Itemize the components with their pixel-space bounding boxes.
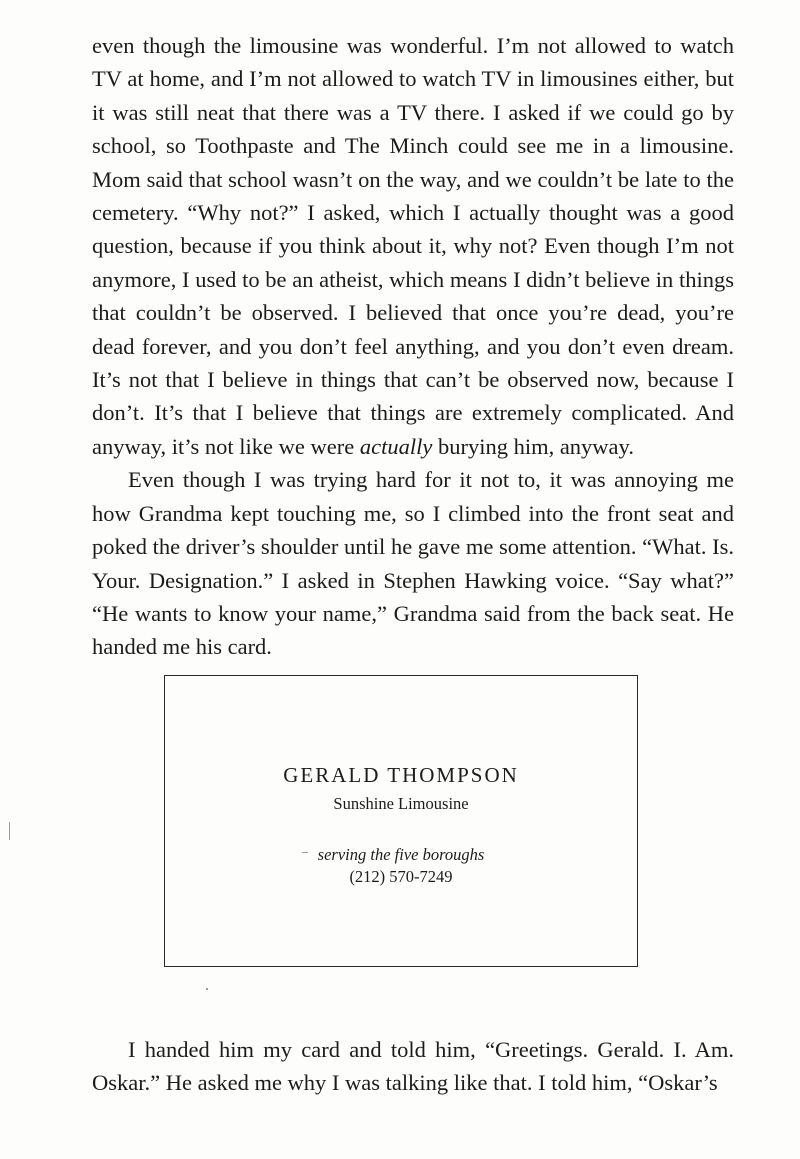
passage-bottom — [92, 1033, 734, 1100]
scan-speck-left — [9, 822, 10, 840]
card-phone: (212) 570-7249 — [349, 867, 453, 886]
paragraph-1-after: burying him, anyway. — [432, 433, 634, 459]
paragraph-3: I handed him my card and told him, “Greetings. Gerald. I. Am. Oskar.” He asked me why I was talking like that. I told him, “Oskar’s — [92, 1037, 734, 1096]
passage-top — [92, 29, 734, 664]
emphasis-actually: actually — [359, 433, 433, 459]
card-company: Sunshine Limousine — [333, 794, 469, 813]
paragraph-1-before: even though the limousine was wonderful. I’m not allowed to watch TV at home, and I’m not allowed to watch TV in limousines either, but it was still neat that there was a TV there. I asked if we could go by school, so Toothpaste and The Minch could see me in a limousine. Mom said that school wasn’t on the way, and we couldn’t be late to the cemetery. “Why not?” I asked, which I actually thought was a good question, because if you think about it, why not? Even though I’m not anymore, I used to be an atheist, which means I didn’t believe in things that couldn’t be observed. I believed that once you’re dead, you’re dead forever, and you don’t feel anything, and you don’t even dream. It’s not that I believe in things that can’t be observed now, because I don’t. It’s that I believe that things are extremely complicated. And anyway, it’s not like we were — [92, 33, 734, 459]
card-name: GERALD THOMPSON — [283, 763, 519, 787]
card-tagline: serving the five boroughs — [317, 845, 485, 864]
paragraph-2: Even though I was trying hard for it not to, it was annoying me how Grandma kept touching me, so I climbed into the front seat and poked the driver’s shoulder until he gave me some attention. “What. Is. Your. Designation.” I asked in Stephen Hawking voice. “Say what?” “He wants to know your name,” Grandma said from the back seat. He handed me his card. — [92, 467, 734, 660]
scan-speck-bottom — [206, 988, 208, 990]
scan-speck-card — [302, 852, 308, 853]
paragraph-1 — [92, 29, 734, 463]
business-card — [164, 675, 638, 967]
